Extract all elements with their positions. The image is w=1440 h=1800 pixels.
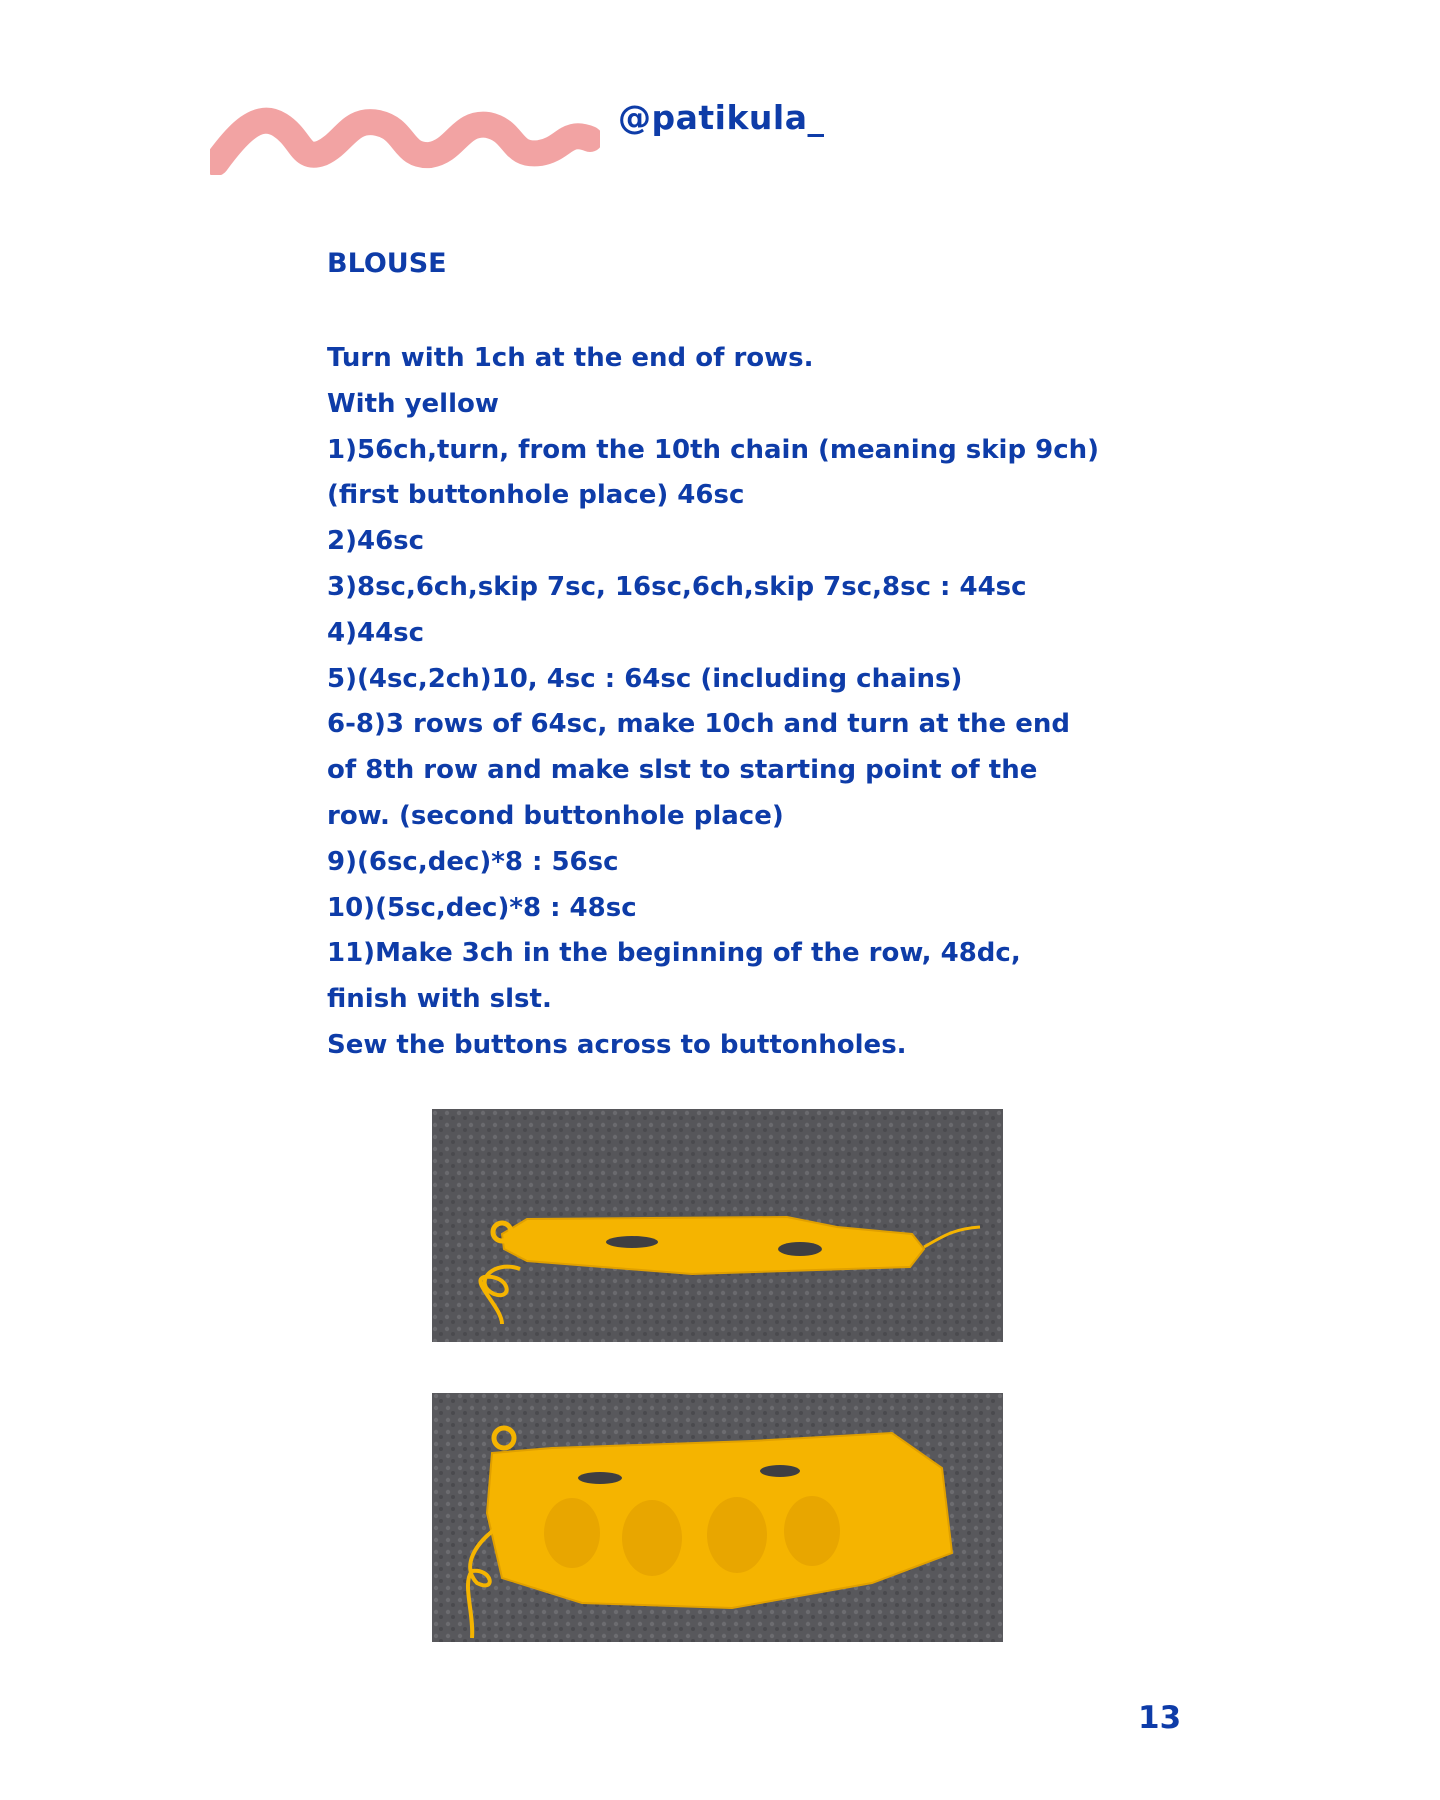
instruction-line: 2)46sc [327, 526, 425, 557]
instruction-line: 11)Make 3ch in the beginning of the row, 48dc, [327, 938, 1021, 969]
instruction-line: row. (second buttonhole place) [327, 800, 784, 831]
instruction-line: With yellow [327, 388, 499, 419]
instruction-line: 4)44sc [327, 617, 425, 648]
section-title: BLOUSE [327, 248, 447, 279]
pink-squiggle-decoration [210, 95, 600, 175]
author-handle: @patikula_ [618, 98, 825, 137]
page-number: 13 [1138, 1700, 1182, 1736]
instruction-line: Sew the buttons across to buttonholes. [327, 1029, 907, 1060]
instruction-line: 1)56ch,turn, from the 10th chain (meaning skip 9ch) [327, 434, 1100, 465]
instruction-line: finish with slst. [327, 984, 552, 1015]
instruction-line: 5)(4sc,2ch)10, 4sc : 64sc (including chains) [327, 663, 963, 694]
instruction-line: Turn with 1ch at the end of rows. [327, 343, 814, 373]
instruction-line: 6-8)3 rows of 64sc, make 10ch and turn at the end [327, 709, 1070, 740]
instruction-line: of 8th row and make slst to starting point of the [327, 755, 1038, 786]
instruction-line: 3)8sc,6ch,skip 7sc, 16sc,6ch,skip 7sc,8sc : 44sc [327, 571, 1027, 602]
blouse-photo-finished [432, 1393, 1003, 1642]
instruction-line: 9)(6sc,dec)*8 : 56sc [327, 846, 619, 877]
instructions-list [327, 336, 1207, 1069]
instruction-line: (first buttonhole place) 46sc [327, 480, 745, 511]
blouse-photo-strip [432, 1109, 1003, 1342]
instruction-line: 10)(5sc,dec)*8 : 48sc [327, 892, 637, 923]
